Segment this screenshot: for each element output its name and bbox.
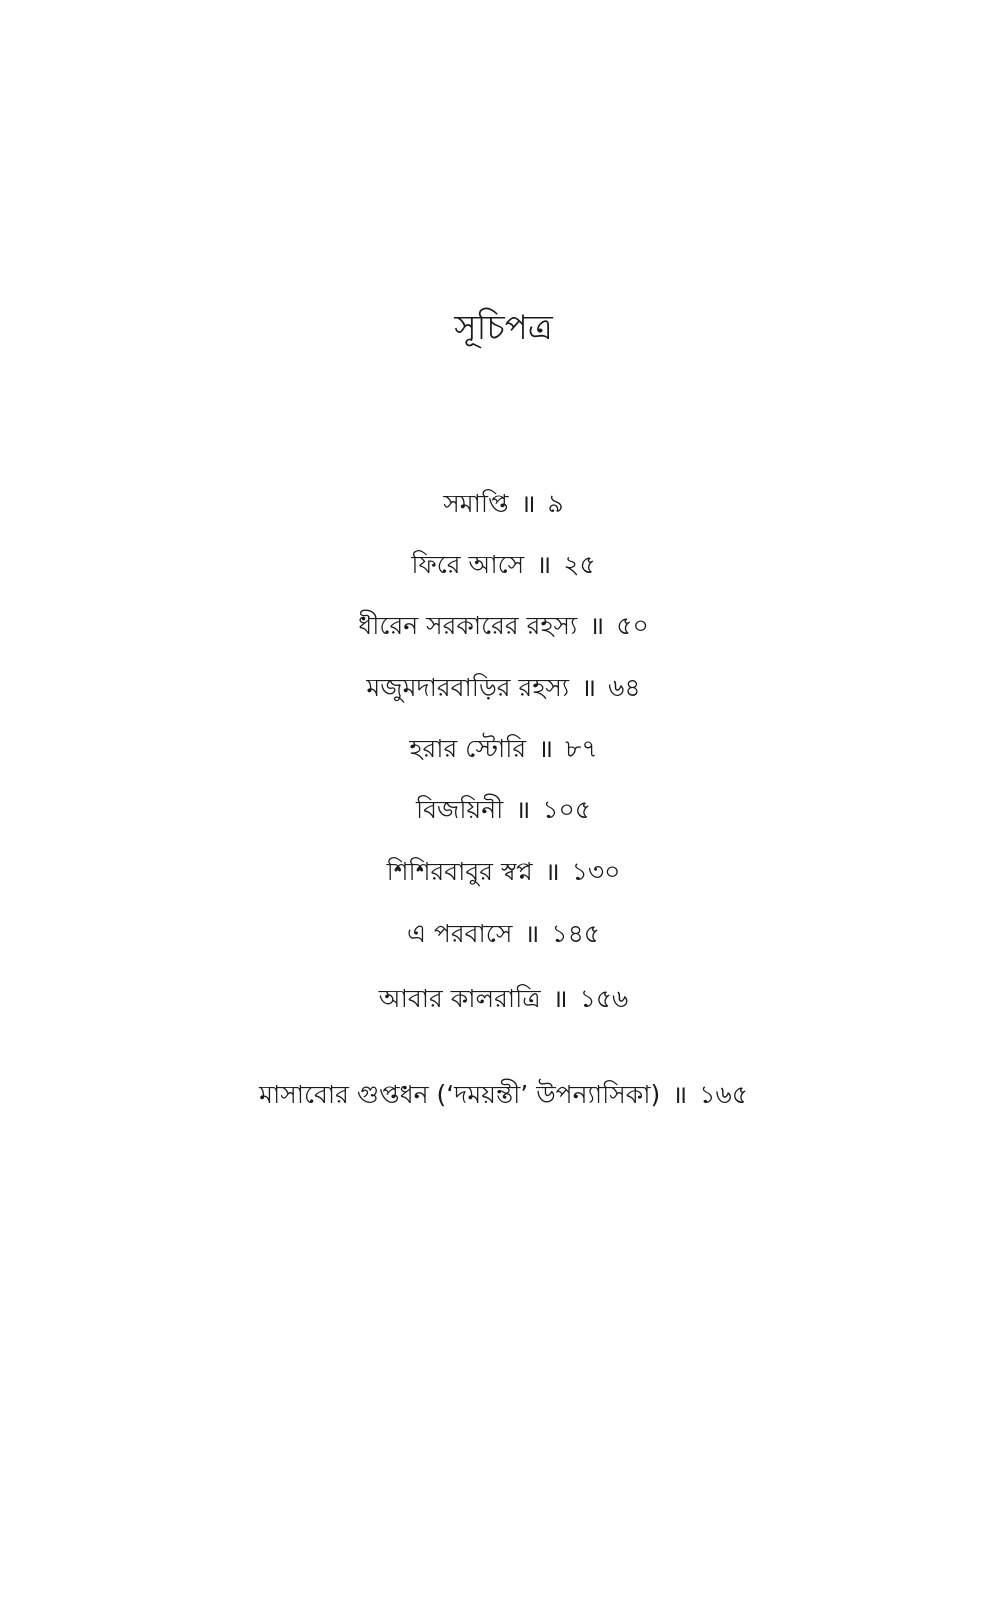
- entry-title: আবার কালরাত্রি: [378, 984, 541, 1013]
- entry-separator: ॥: [524, 919, 540, 948]
- toc-entry: [0, 850, 1007, 894]
- entry-separator: ॥: [552, 984, 568, 1013]
- toc-entry: [0, 788, 1007, 832]
- entry-separator: ॥: [538, 734, 554, 763]
- entry-separator: ॥: [589, 611, 605, 640]
- page-title: সূচিপত্র: [454, 308, 553, 348]
- toc-entry: [0, 482, 1007, 526]
- entry-title: সমাপ্তি: [443, 489, 509, 518]
- entry-page-number: ১৪৫: [551, 919, 601, 948]
- entry-title: হরার স্টোরি: [409, 734, 527, 763]
- entry-title: ধীরেন সরকারের রহস্য: [358, 611, 578, 640]
- toc-entry: [0, 543, 1007, 587]
- entry-page-number: ১৩০: [571, 857, 621, 886]
- toc-entry: [0, 666, 1007, 710]
- entry-page-number: ১৬৫: [699, 1080, 748, 1109]
- entry-separator: ॥: [515, 795, 531, 824]
- entry-separator: ॥: [520, 489, 536, 518]
- entry-page-number: ৫০: [616, 611, 649, 640]
- entry-page-number: ১০৫: [542, 795, 592, 824]
- toc-entry: [0, 977, 1007, 1021]
- entry-separator: ॥: [672, 1080, 688, 1109]
- entry-page-number: ৮৭: [565, 734, 598, 763]
- toc-entry: [0, 727, 1007, 771]
- entry-page-number: ৯: [547, 489, 564, 518]
- entry-title: ফিরে আসে: [411, 550, 525, 579]
- entry-page-number: ১৫৬: [579, 984, 629, 1013]
- entry-title: মজুমদারবাড়ির রহস্য: [366, 673, 570, 702]
- entry-title: মাসাবোর গুপ্তধন (‘দময়ন্তী’ উপন্যাসিকা): [259, 1080, 661, 1109]
- entry-page-number: ২৫: [563, 550, 596, 579]
- entry-page-number: ৬৪: [608, 673, 641, 702]
- entry-separator: ॥: [544, 857, 560, 886]
- toc-entry: [0, 1073, 1007, 1117]
- entry-title: বিজয়িনী: [415, 795, 504, 824]
- entry-title: এ পরবাসে: [406, 919, 513, 948]
- entry-separator: ॥: [536, 550, 552, 579]
- toc-entry: [0, 912, 1007, 956]
- toc-entry: [0, 604, 1007, 648]
- entry-title: শিশিরবাবুর স্বপ্ন: [386, 857, 533, 886]
- entry-separator: ॥: [581, 673, 597, 702]
